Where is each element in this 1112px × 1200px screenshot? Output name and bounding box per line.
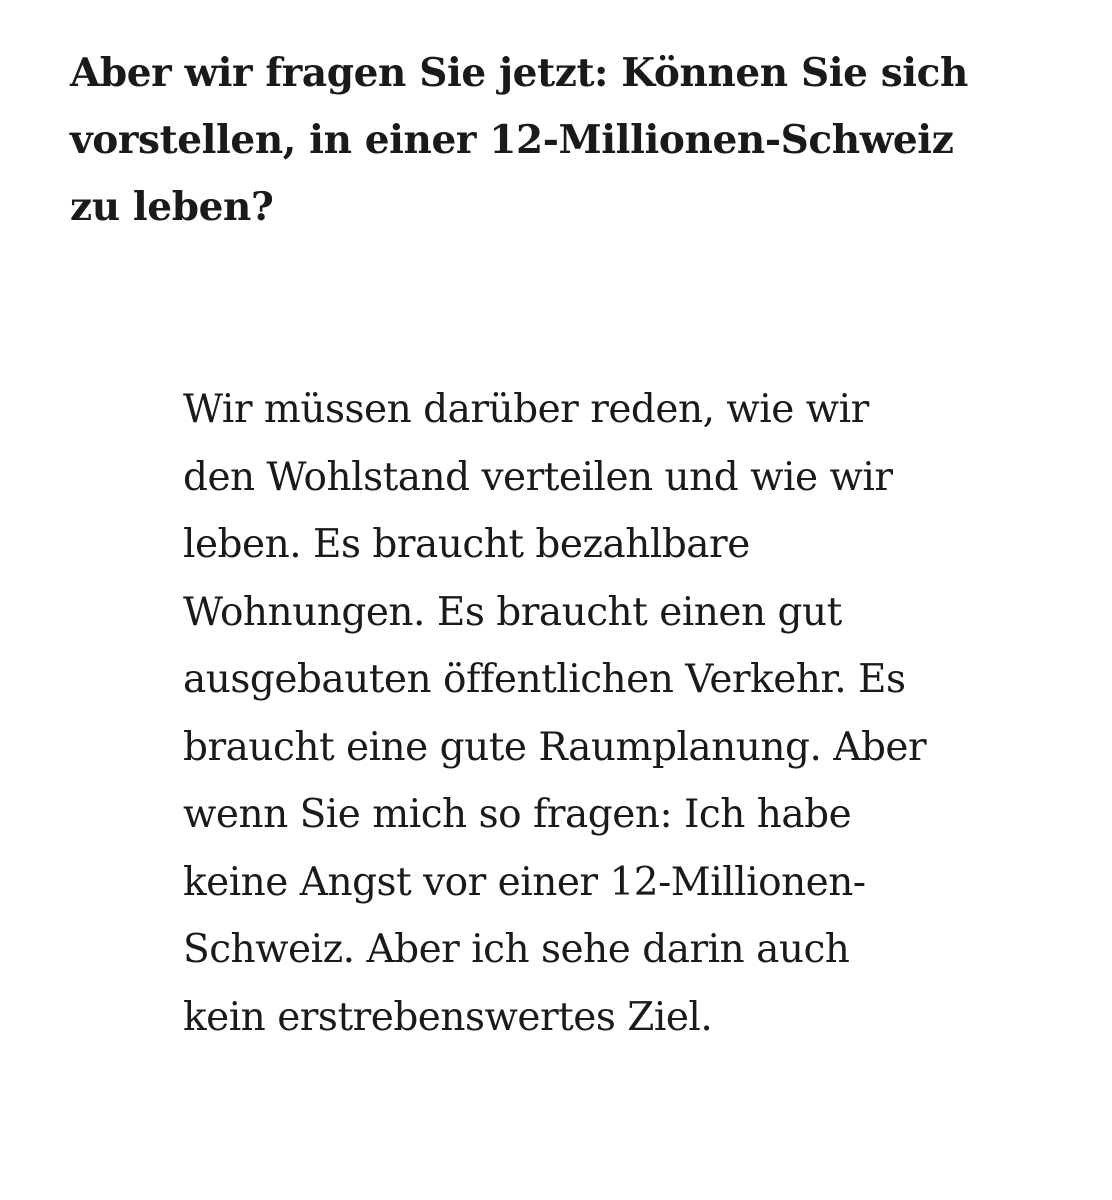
answer-line: braucht eine gute Raumplanung. Aber bbox=[183, 724, 927, 770]
question-line: vorstellen, in einer 12-Millionen-Schweiz bbox=[70, 117, 954, 163]
answer-line: Wir müssen darüber reden, wie wir bbox=[183, 387, 869, 432]
answer-line: keine Angst vor einer 12-Millionen- bbox=[183, 859, 866, 905]
answer-line: Wohnungen. Es braucht einen gut bbox=[183, 589, 842, 635]
question-line: Aber wir fragen Sie jetzt: Können Sie sich bbox=[70, 50, 968, 96]
answer-line: leben. Es braucht bezahlbare bbox=[183, 522, 750, 567]
answer-line: wenn Sie mich so fragen: Ich habe bbox=[183, 792, 852, 837]
interview-question bbox=[70, 40, 1060, 241]
question-line: zu leben? bbox=[70, 184, 274, 230]
answer-line: Schweiz. Aber ich sehe darin auch bbox=[183, 927, 850, 972]
answer-line: den Wohlstand verteilen und wie wir bbox=[183, 454, 893, 500]
answer-line: ausgebauten öffentlichen Verkehr. Es bbox=[183, 657, 906, 702]
answer-line: kein erstrebenswertes Ziel. bbox=[183, 994, 713, 1040]
interview-answer bbox=[183, 376, 1063, 1051]
